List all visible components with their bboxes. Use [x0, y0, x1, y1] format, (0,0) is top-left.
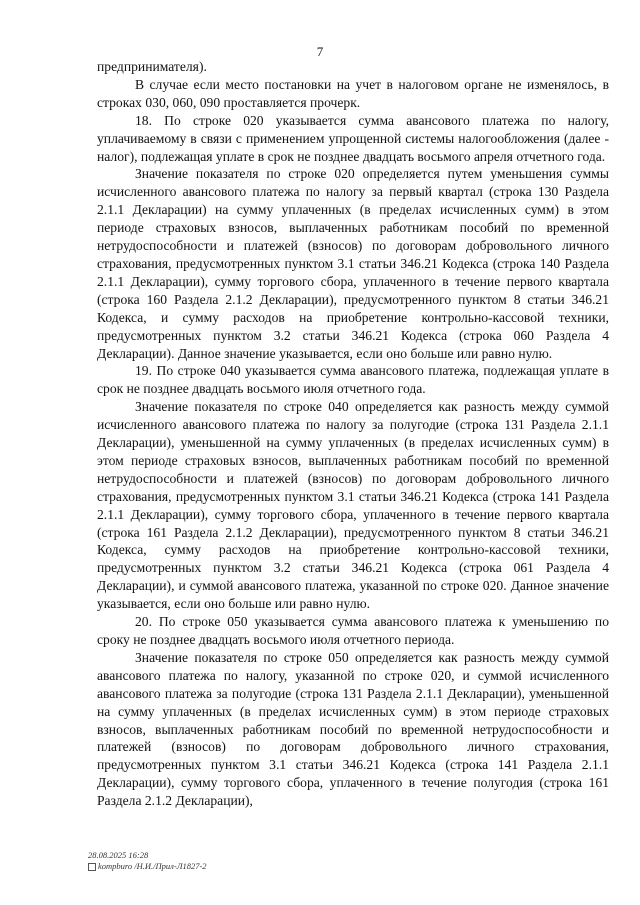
paragraph-8: Значение показателя по строке 050 определяется как разность между суммой авансового платежа по налогу, указанной по строке 020, и суммой исчисленного авансового платежа за полугодие (строка 131 Раздела 2.1.1 Декларации), уменьшенной на сумму уплаченных (в пределах исчисленных сумм) в этом периоде страховых взносов, выплаченных работникам пособий по временной нетрудоспособности и платежей (взносов) по договорам добровольного личного страхования, предусмотренных пунктом 3.1 статьи 346.21 Кодекса (строка 141 Раздела 2.1.1 Декларации), сумму торгового сбора, уплаченного в течение полугодия (строка 161 Раздела 2.1.2 Декларации), — [97, 649, 609, 809]
footer-timestamp: 28.08.2025 16:28 — [88, 850, 149, 860]
paragraph-5: 19. По строке 040 указывается сумма авансового платежа, подлежащая уплате в срок не позднее двадцать восьмого июля отчетного года. — [97, 363, 609, 397]
paragraph-7: 20. По строке 050 указывается сумма авансового платежа к уменьшению по сроку не позднее двадцать восьмого июля отчетного периода. — [97, 614, 609, 647]
paragraph-6: Значение показателя по строке 040 определяется как разность между суммой исчисленного авансового платежа по налогу за полугодие (строка 131 Раздела 2.1.1 Декларации), уменьшенной на сумму уплаченных (в пределах исчисленных сумм) в этом периоде страховых взносов, выплаченных работникам пособий по временной нетрудоспособности и платежей (взносов) по договорам добровольного личного страхования, предусмотренных пунктом 3.1 статьи 346.21 Кодекса (строка 141 Раздела 2.1.1 Декларации), сумму торгового сбора, уплаченного в течение первого квартала (строка 161 Раздела 2.1.2 Декларации), предусмотренного пунктом 8 статьи 346.21 Кодекса, сумму расходов на приобретение контрольно-кассовой техники, предусмотренных пунктом 3.2 статьи 346.21 Кодекса (строка 061 Раздела 4 Декларации), и суммой авансового платежа, указанной по строке 020. Данное значение указывается, если оно больше или равно нулю. — [97, 399, 609, 612]
paragraph-1: предпринимателя). — [97, 59, 207, 74]
checkbox-square-icon — [88, 863, 96, 871]
footer-file-path: kompburo /Н.И./Прил-Л1827-2 — [98, 861, 207, 871]
page-number: 7 — [316, 44, 324, 59]
footer-file-line — [88, 861, 207, 872]
paragraph-4: Значение показателя по строке 020 определяется путем уменьшения суммы исчисленного авансового платежа по налогу за первый квартал (строка 130 Раздела 2.1.1 Декларации) на сумму уплаченных (в пределах исчисленных сумм) в этом периоде страховых взносов, выплаченных работникам пособий по временной нетрудоспособности и платежей (взносов) по договорам добровольного личного страхования, предусмотренных пунктом 3.1 статьи 346.21 Кодекса (строка 140 Раздела 2.1.1 Декларации), сумму торгового сбора, уплаченного в течение первого квартала (строка 160 Раздела 2.1.2 Декларации), предусмотренного пунктом 8 статьи 346.21 Кодекса, и сумму расходов на приобретение контрольно-кассовой техники, предусмотренных пунктом 3.2 статьи 346.21 Кодекса (строка 060 Раздела 4 Декларации). Данное значение указывается, если оно больше или равно нулю. — [97, 166, 609, 361]
paragraph-3: 18. По строке 020 указывается сумма авансового платежа по налогу, уплачиваемому в связи с применением упрощенной системы налогообложения (далее - налог), подлежащая уплате в срок не позднее двадцать восьмого апреля отчетного года. — [97, 112, 609, 164]
paragraph-2: В случае если место постановки на учет в налоговом органе не изменялось, в строках 030, 060, 090 проставляется прочерк. — [97, 76, 609, 110]
document-body — [97, 58, 609, 810]
document-footer — [88, 850, 207, 872]
